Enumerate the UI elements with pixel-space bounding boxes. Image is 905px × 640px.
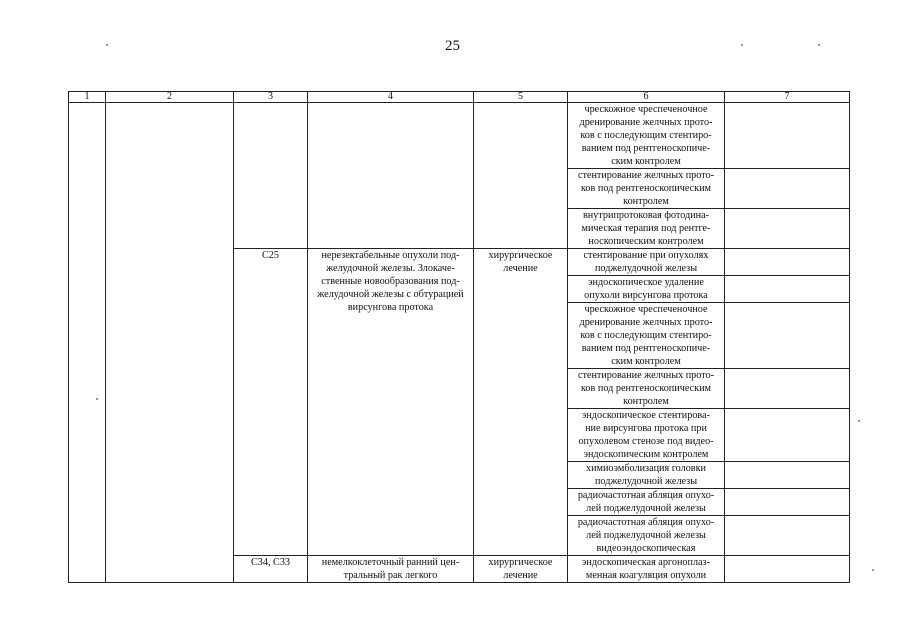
col7-cell xyxy=(725,489,850,516)
method-cell: эндоскопическое удаление опухоли вирсунгова протока xyxy=(568,276,725,303)
col1-cell xyxy=(69,103,106,583)
method-cell: чрескожное чреспеченочное дренирование желчных прото- ков с последующим стентиро- ванием под рентгеноскопиче- ским контролем xyxy=(568,303,725,369)
code-cell: C25 xyxy=(234,249,308,556)
method-cell: эндоскопическая аргоноплаз- менная коагуляция опухоли xyxy=(568,556,725,583)
diagnosis-cell: немелкоклеточный ранний цен- тральный рак легкого xyxy=(308,556,474,583)
col7-cell xyxy=(725,369,850,409)
col7-cell xyxy=(725,276,850,303)
col7-cell xyxy=(725,169,850,209)
treatment-cell: хирургическое лечение xyxy=(474,249,568,556)
code-cell: C34, C33 xyxy=(234,556,308,583)
method-cell: эндоскопическое стентирова- ние вирсунгова протока при опухолевом стенозе под видео- эндоскопическим контролем xyxy=(568,409,725,462)
treatment-methods-table xyxy=(68,91,850,583)
method-cell: радиочастотная абляция опухо- лей поджелудочной железы видеоэндоскопическая xyxy=(568,516,725,556)
col-header-3: 3 xyxy=(234,92,308,103)
col7-cell xyxy=(725,303,850,369)
col7-cell xyxy=(725,249,850,276)
col7-cell xyxy=(725,462,850,489)
method-cell: химиоэмболизация головки поджелудочной железы xyxy=(568,462,725,489)
col7-cell xyxy=(725,556,850,583)
col-header-5: 5 xyxy=(474,92,568,103)
diagnosis-cell-empty xyxy=(308,103,474,249)
scan-speck xyxy=(818,44,820,46)
scan-speck xyxy=(858,420,860,422)
col-header-6: 6 xyxy=(568,92,725,103)
col7-cell xyxy=(725,209,850,249)
diagnosis-cell: нерезектабельные опухоли под- желудочной железы. Злокаче- ственные новообразования под- желудочной железы с обтурацией вирсунгова протока xyxy=(308,249,474,556)
scan-speck xyxy=(741,44,743,46)
col-header-7: 7 xyxy=(725,92,850,103)
method-cell: стентирование при опухолях поджелудочной железы xyxy=(568,249,725,276)
col7-cell xyxy=(725,409,850,462)
method-cell: радиочастотная абляция опухо- лей поджелудочной железы xyxy=(568,489,725,516)
scan-speck xyxy=(106,44,108,46)
page-number: 25 xyxy=(445,38,460,54)
method-cell: чрескожное чреспеченочное дренирование желчных прото- ков с последующим стентиро- ванием под рентгеноскопиче- ским контролем xyxy=(568,103,725,169)
col7-cell xyxy=(725,103,850,169)
col-header-1: 1 xyxy=(69,92,106,103)
col2-cell xyxy=(106,103,234,583)
table-row xyxy=(69,103,850,169)
col7-cell xyxy=(725,516,850,556)
treatment-cell: хирургическое лечение xyxy=(474,556,568,583)
code-cell-empty xyxy=(234,103,308,249)
treatment-cell-empty xyxy=(474,103,568,249)
scan-speck xyxy=(96,398,98,400)
method-cell: стентирование желчных прото- ков под рентгеноскопическим контролем xyxy=(568,169,725,209)
scan-speck xyxy=(872,569,874,571)
column-number-row xyxy=(69,92,850,103)
col-header-2: 2 xyxy=(106,92,234,103)
method-cell: внутрипротоковая фотодина- мическая терапия под рентге- носкопическим контролем xyxy=(568,209,725,249)
method-cell: стентирование желчных прото- ков под рентгеноскопическим контролем xyxy=(568,369,725,409)
col-header-4: 4 xyxy=(308,92,474,103)
